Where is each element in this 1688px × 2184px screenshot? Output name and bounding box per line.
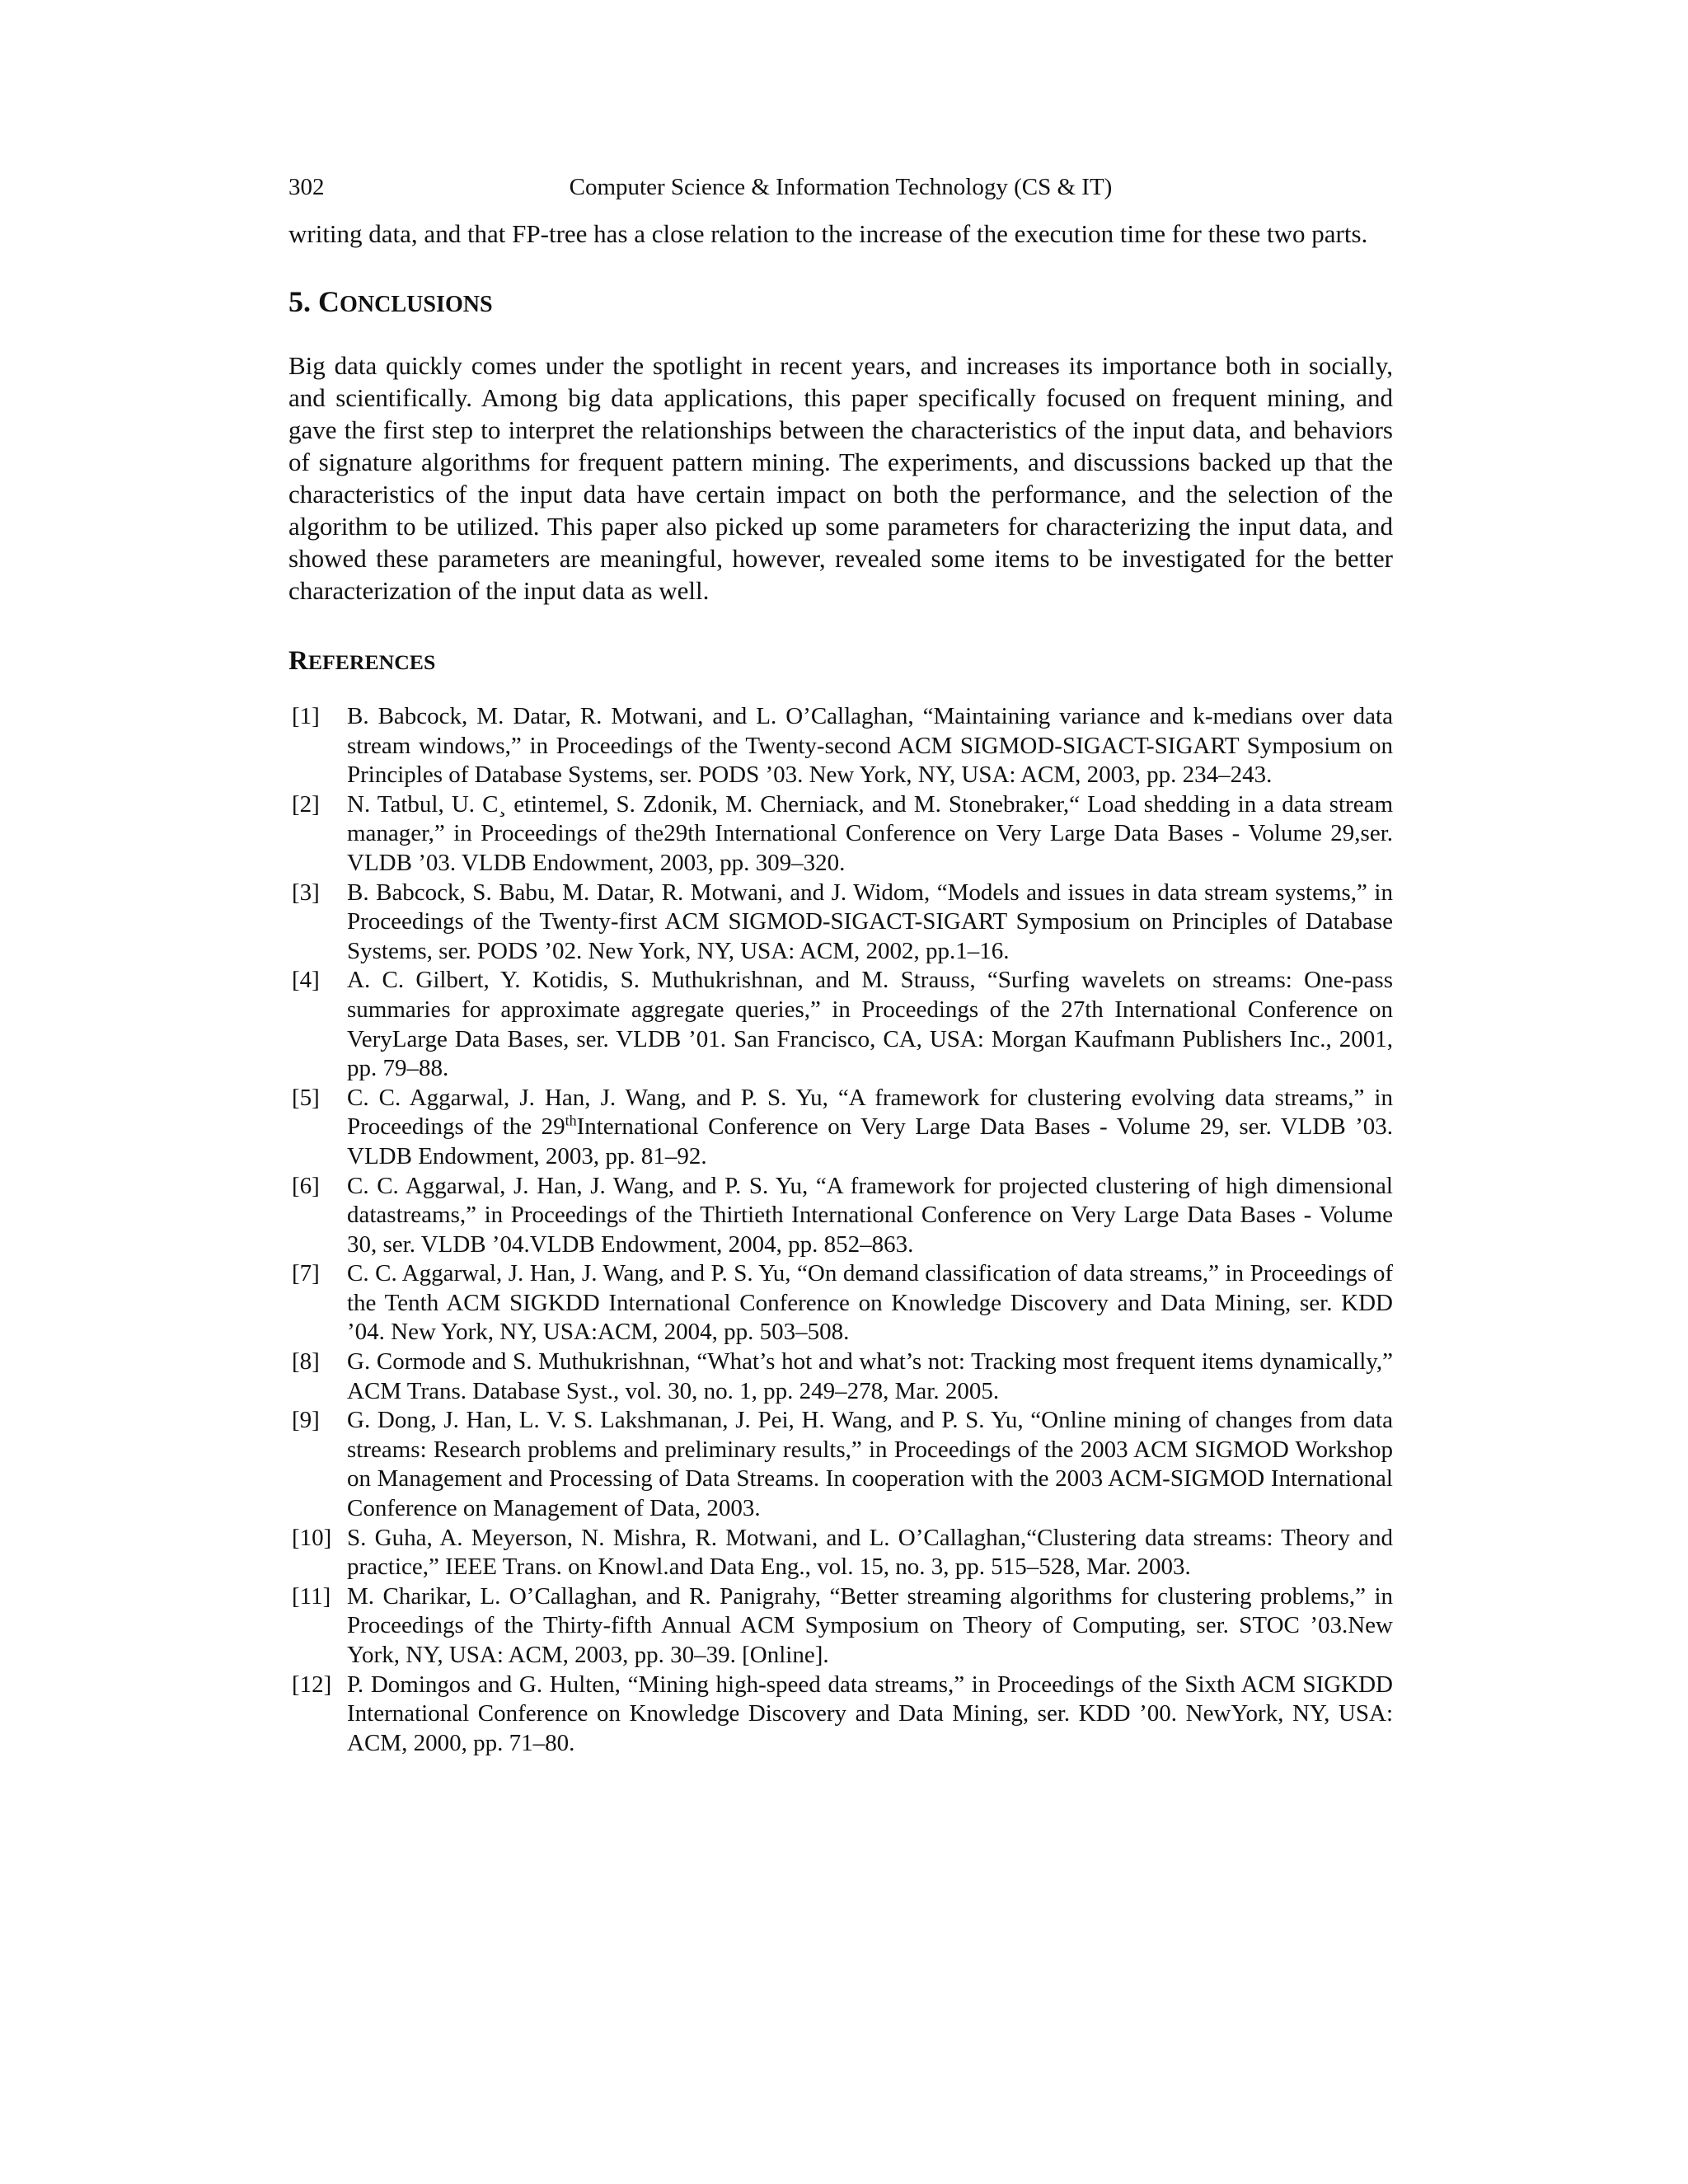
reference-number: [3] <box>292 879 320 906</box>
reference-number: [1] <box>292 703 320 729</box>
references-heading <box>288 643 1393 681</box>
reference-number: [5] <box>292 1084 320 1111</box>
references-title-rest: EFERENCES <box>307 650 436 674</box>
reference-text: B. Babcock, M. Datar, R. Motwani, and L. O’Callaghan, “Maintaining variance and k-medians over data stream windows,” in Proceedings of the Twenty-second ACM SIGMOD-SIGACT-SIGART Symposium on Principles of Database Systems, ser. PODS ’03. New York, NY, USA: ACM, 2003, pp. 234–243. <box>347 703 1393 789</box>
section-title-rest: ONCLUSIONS <box>340 292 493 317</box>
reference-number: [2] <box>292 790 320 818</box>
reference-text: M. Charikar, L. O’Callaghan, and R. Panigrahy, “Better streaming algorithms for clustering problems,” in Proceedings of the Thirty-fifth Annual ACM Symposium on Theory of Computing, ser. STOC ’03.New York, NY, USA: ACM, 2003, pp. 30–39. [Online]. <box>347 1582 1393 1668</box>
paper-page <box>288 169 1393 1758</box>
page-number: 302 <box>288 174 325 200</box>
references-title-initial: R <box>288 646 308 676</box>
reference-list <box>288 702 1393 1758</box>
reference-number: [8] <box>292 1348 320 1376</box>
reference-text <box>347 1085 1393 1169</box>
reference-item <box>288 1259 1393 1347</box>
reference-item <box>288 966 1393 1083</box>
reference-number: [11] <box>292 1582 331 1610</box>
reference-text-end: International Conference on Very Large Data Bases - Volume 29, ser. VLDB ’03. VLDB Endowment, 2003, pp. 81–92. <box>347 1113 1393 1169</box>
section-title-initial: C <box>318 285 340 318</box>
conclusions-paragraph: Big data quickly comes under the spotlight in recent years, and increases its importance both in socially, and scientifically. Among big data applications, this paper specifically focused on frequent mining, and gave the first step to interpret the relationships between the characteristics of the input data, and behaviors of signature algorithms for frequent pattern mining. The experiments, and discussions backed up that the characteristics of the input data have certain impact on both the performance, and the selection of the algorithm to be utilized. This paper also picked up some parameters for characterizing the input data, and showed these parameters are meaningful, however, revealed some items to be investigated for the better characterization of the input data as well. <box>288 351 1393 605</box>
reference-text: N. Tatbul, U. C¸ etintemel, S. Zdonik, M. Cherniack, and M. Stonebraker,“ Load shedding in a data stream manager,” in Proceedings of the29th International Conference on Very Large Data Bases - Volume 29,ser. VLDB ’03. VLDB Endowment, 2003, pp. 309–320. <box>347 790 1393 876</box>
reference-text-start: C. C. Aggarwal, J. Han, J. Wang, and P. S. Yu, “A framework for clustering evolving data streams,” in Proceedings of the 29 <box>347 1084 1393 1141</box>
reference-number: [12] <box>292 1671 332 1698</box>
reference-number: [6] <box>292 1172 320 1199</box>
reference-item <box>288 1172 1393 1260</box>
reference-text: G. Dong, J. Han, L. V. S. Lakshmanan, J. Pei, H. Wang, and P. S. Yu, “Online mining of changes from data streams: Research problems and preliminary results,” in Proceedings of the 2003 ACM SIGMOD Workshop on Management and Processing of Data Streams. In cooperation with the 2003 ACM-SIGMOD International Conference on Management of Data, 2003. <box>347 1407 1393 1522</box>
ordinal-superscript: th <box>565 1112 577 1129</box>
section-number: 5. <box>288 285 318 318</box>
reference-number: [7] <box>292 1260 320 1287</box>
journal-name: Computer Science & Information Technology (CS & IT) <box>569 174 1113 200</box>
reference-item <box>288 790 1393 879</box>
reference-text: A. C. Gilbert, Y. Kotidis, S. Muthukrishnan, and M. Strauss, “Surfing wavelets on streams: One-pass summaries for approximate aggregate queries,” in Proceedings of the 27th International Conference on VeryLarge Data Bases, ser. VLDB ’01. San Francisco, CA, USA: Morgan Kaufmann Publishers Inc., 2001, pp. 79–88. <box>347 967 1393 1082</box>
reference-text: G. Cormode and S. Muthukrishnan, “What’s hot and what’s not: Tracking most frequent items dynamically,” ACM Trans. Database Syst., vol. 30, no. 1, pp. 249–278, Mar. 2005. <box>347 1348 1393 1404</box>
reference-text: C. C. Aggarwal, J. Han, J. Wang, and P. S. Yu, “A framework for projected clustering of high dimensional datastreams,” in Proceedings of the Thirtieth International Conference on Very Large Data Bases - Volume 30, ser. VLDB ’04.VLDB Endowment, 2004, pp. 852–863. <box>347 1172 1393 1258</box>
continued-paragraph: writing data, and that FP-tree has a close relation to the increase of the execution time for these two parts. <box>288 219 1368 248</box>
reference-number: [4] <box>292 967 320 994</box>
reference-text: B. Babcock, S. Babu, M. Datar, R. Motwani, and J. Widom, “Models and issues in data stream systems,” in Proceedings of the Twenty-first ACM SIGMOD-SIGACT-SIGART Symposium on Principles of Database Systems, ser. PODS ’02. New York, NY, USA: ACM, 2002, pp.1–16. <box>347 879 1393 964</box>
reference-item <box>288 879 1393 967</box>
reference-item <box>288 1582 1393 1671</box>
reference-text: P. Domingos and G. Hulten, “Mining high-speed data streams,” in Proceedings of the Sixth ACM SIGKDD International Conference on Knowledge Discovery and Data Mining, ser. KDD ’00. NewYork, NY, USA: ACM, 2000, pp. 71–80. <box>347 1671 1393 1756</box>
reference-text: C. C. Aggarwal, J. Han, J. Wang, and P. S. Yu, “On demand classification of data streams,” in Proceedings of the Tenth ACM SIGKDD International Conference on Knowledge Discovery and Data Mining, ser. KDD ’04. New York, NY, USA:ACM, 2004, pp. 503–508. <box>347 1260 1393 1346</box>
reference-item <box>288 702 1393 790</box>
running-header <box>288 169 1393 205</box>
conclusions-heading <box>288 284 1393 323</box>
reference-text: S. Guha, A. Meyerson, N. Mishra, R. Motwani, and L. O’Callaghan,“Clustering data streams: Theory and practice,” IEEE Trans. on Knowl.and Data Eng., vol. 15, no. 3, pp. 515–528, Mar. 2003. <box>347 1524 1393 1581</box>
reference-number: [9] <box>292 1407 320 1434</box>
reference-item <box>288 1406 1393 1523</box>
reference-number: [10] <box>292 1524 332 1551</box>
reference-item <box>288 1347 1393 1406</box>
reference-item <box>288 1524 1393 1582</box>
reference-item <box>288 1084 1393 1172</box>
reference-item <box>288 1671 1393 1759</box>
